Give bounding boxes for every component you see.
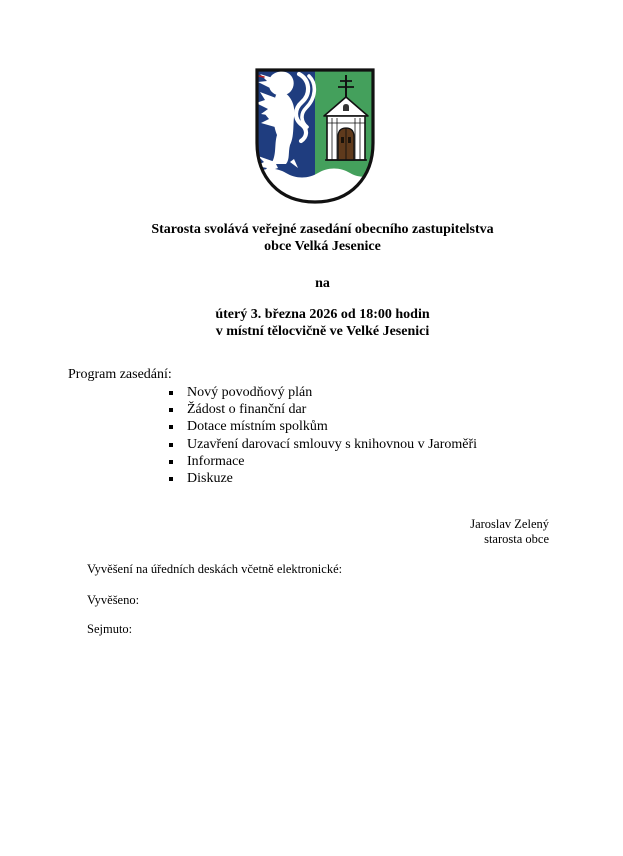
program-item: Dotace místním spolkům [168,418,477,435]
title-line-1: Starosta svolává veřejné zasedání obecního zastupitelstva [151,222,494,237]
program-item: Informace [168,453,477,470]
signature-role: starosta obce [484,531,549,546]
program-item: Diskuze [168,470,477,487]
program-label: Program zasedání: [68,367,172,382]
coat-of-arms-icon [252,65,378,207]
program-item: Žádost o finanční dar [168,401,477,418]
signature-name: Jaroslav Zelený [470,517,549,531]
datetime-line-1: úterý 3. března 2026 od 18:00 hodin [215,307,430,322]
datetime-block [0,306,623,340]
program-item: Uzavření darovací smlouvy s knihovnou v Jaroměři [168,436,477,453]
removed-label: Sejmuto: [87,622,133,636]
posting-notice: Vyvěšení na úředních deskách včetně elektronické: [87,562,343,576]
program-list [168,384,477,487]
connector-word: na [315,276,330,291]
program-item: Nový povodňový plán [168,384,477,401]
posted-label: Vyvěšeno: [87,593,140,607]
signature-block [470,517,549,546]
title-block [0,221,623,255]
datetime-line-2: v místní tělocvičně ve Velké Jesenici [215,324,430,339]
title-line-2: obce Velká Jesenice [264,239,381,254]
